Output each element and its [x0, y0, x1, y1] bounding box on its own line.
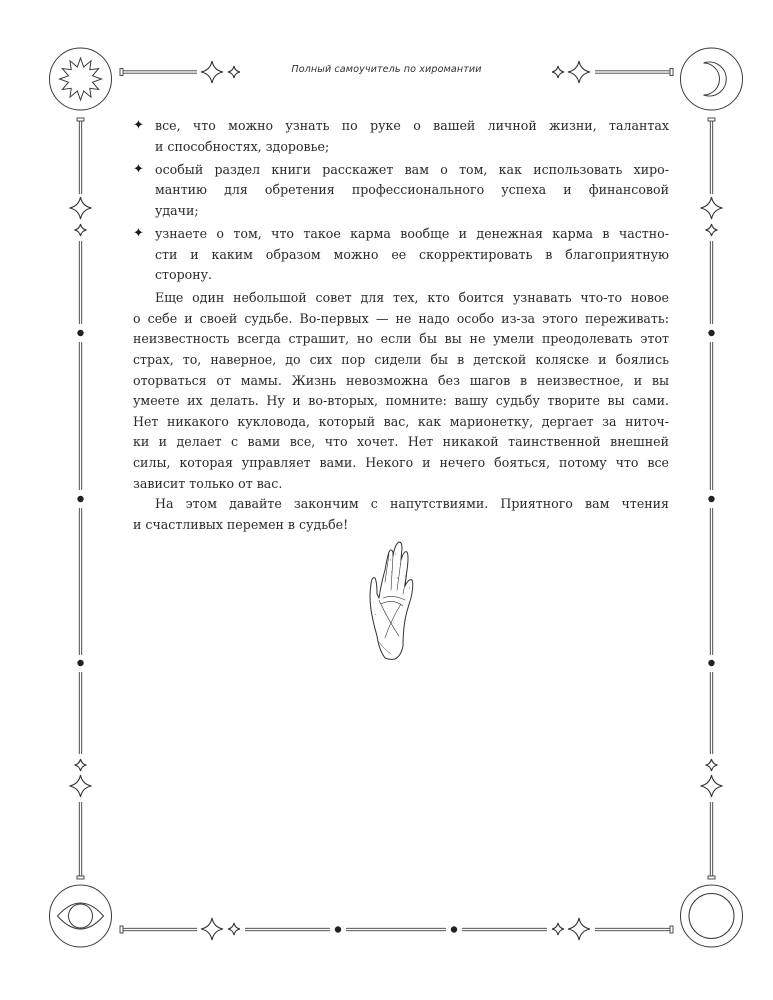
text-line: и счастливых перемен в судьбе!	[133, 516, 349, 532]
running-head-title: Полный самоучитель по хиромантии	[291, 64, 482, 75]
text-line: Нет никакого кукловода, который вас, как марионетку, дергает за ниточ-	[133, 413, 669, 429]
text-line: зависит только от вас.	[133, 475, 283, 491]
eye-icon	[50, 885, 112, 947]
text-line: неизвестность всегда страшит, но если бы вы не умели преодолевать этот	[133, 331, 669, 347]
crescent-moon-icon	[681, 48, 743, 110]
text-line: оторваться от мамы. Жизнь невозможна без шагов в неизвестное, и вы	[133, 372, 669, 388]
left-border-ornaments	[70, 197, 92, 797]
text-line: и способностях, здоровье;	[155, 138, 330, 154]
top-border-right	[595, 69, 673, 76]
bullet-item	[133, 160, 669, 222]
text-line: страх, то, наверное, до сих пор сидели бы в детской коляске и боялись	[133, 352, 669, 368]
text-line: Еще один небольшой совет для тех, кто боится узнавать что-то новое	[155, 290, 669, 306]
top-border-left	[120, 69, 197, 76]
text-line: особый раздел книги расскажет вам о том, как использовать хиро-	[155, 161, 669, 177]
four-point-star-bullet-icon: ✦	[133, 161, 144, 177]
bottom-ornaments	[201, 918, 590, 940]
text-line: узнаете о том, что такое карма вообще и денежная карма в частно-	[155, 225, 669, 241]
text-line: сти и каким образом можно ее скорректировать в благоприятную	[155, 246, 669, 262]
text-line: о себе и своей судьбе. Во-первых — не надо особо из-за этого переживать:	[133, 310, 669, 326]
text-line: силы, которая управляет вами. Некого и нечего бояться, потому что все	[133, 455, 669, 470]
text-line: ки и делает с вами все, что хочет. Нет никакой таинственной внешней	[133, 434, 669, 450]
text-line: удачи;	[155, 202, 199, 218]
text-line: все, что можно узнать по руке о вашей личной жизни, талантах	[155, 118, 669, 133]
body-text	[133, 116, 669, 535]
paragraph	[133, 288, 669, 494]
four-point-star-bullet-icon: ✦	[133, 118, 144, 133]
text-line: сторону.	[155, 267, 213, 283]
bullet-item	[133, 116, 669, 157]
text-line: На этом давайте закончим с напутствиями. Приятного вам чтения	[155, 496, 669, 512]
text-line: умеете их делать. Ну и во-вторых, помните: вашу судьбу творите вы сами.	[133, 393, 669, 409]
text-line: мантию для обретения профессионального успеха и финансовой	[155, 182, 669, 198]
four-point-star-bullet-icon: ✦	[133, 225, 144, 241]
sun-icon	[50, 48, 112, 110]
right-border-ornaments	[701, 197, 723, 797]
palm-hand-illustration	[365, 538, 417, 660]
double-ring-icon	[681, 885, 743, 947]
bullet-item	[133, 224, 669, 286]
paragraph	[133, 494, 669, 535]
top-right-star-ornament	[552, 61, 590, 83]
